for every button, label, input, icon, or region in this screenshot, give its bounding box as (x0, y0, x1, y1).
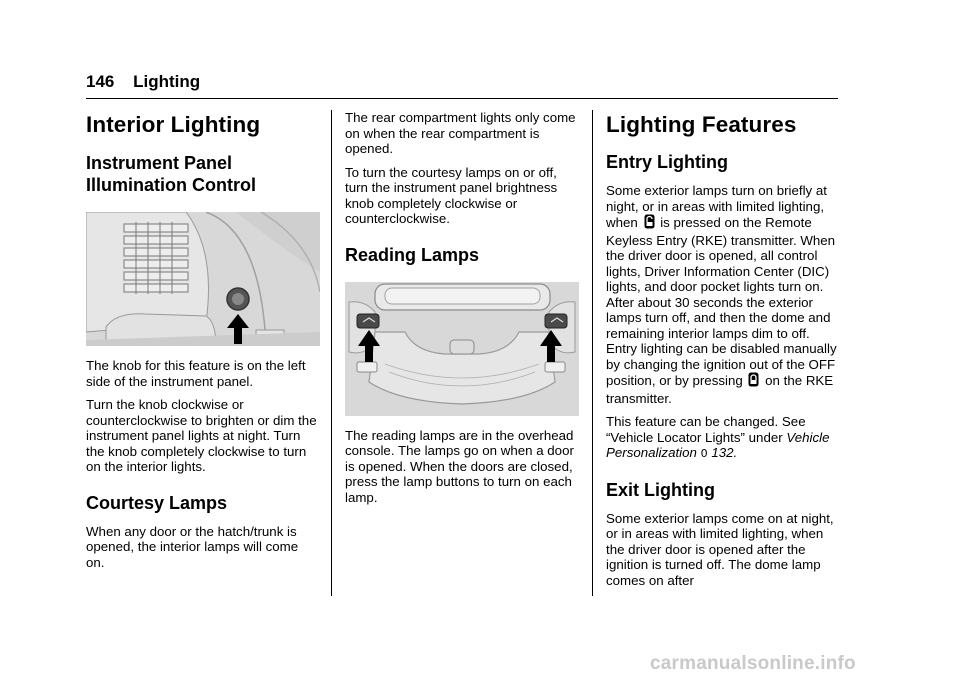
page-header (86, 72, 200, 92)
page-number: 146 (86, 72, 115, 91)
column-2 (345, 110, 579, 513)
instrument-knob-illustration (86, 212, 320, 346)
unlock-icon (644, 214, 655, 233)
heading-lighting-features: Lighting Features (606, 112, 797, 137)
section-title: Lighting (133, 72, 201, 91)
cross-reference-link[interactable]: Vehicle Personalization (606, 429, 830, 460)
column-1 (86, 110, 320, 578)
paragraph-rear-compartment: The rear compartment lights only come on when the rear compartment is opened. (345, 110, 576, 156)
figure-reading-lamps (345, 282, 579, 416)
lock-icon (748, 372, 759, 391)
heading-exit-lighting: Exit Lighting (606, 479, 715, 500)
heading-courtesy-lamps: Courtesy Lamps (86, 492, 228, 513)
header-rule (86, 98, 838, 99)
paragraph-courtesy: When any door or the hatch/trunk is opened, the interior lamps will come on. (86, 523, 299, 570)
heading-reading-lamps: Reading Lamps (345, 244, 480, 265)
column-3 (606, 110, 840, 596)
paragraph-knob-usage: Turn the knob clockwise or counterclockwise to brighten or dim the instrument panel lights at night. Turn the knob completely clockwise to turn on the interior lights. (86, 397, 317, 474)
page-ref-arrow-icon: 0 (700, 447, 708, 460)
paragraph-feature-change: This feature can be changed. See “Vehicle Locator Lights” under Vehicle Personalization 0 132. (606, 414, 830, 460)
column-divider (331, 110, 332, 596)
paragraph-knob-location: The knob for this feature is on the left side of the instrument panel. (86, 358, 306, 389)
heading-entry-lighting: Entry Lighting (606, 152, 728, 172)
paragraph-reading-lamps: The reading lamps are in the overhead console. The lamps go on when a door is opened. When the doors are closed, press the lamp buttons to turn on each lamp. (345, 427, 574, 505)
cross-reference-page[interactable]: 132. (711, 445, 738, 460)
column-divider (592, 110, 593, 596)
heading-interior-lighting: Interior Lighting (86, 112, 261, 137)
figure-instrument-knob (86, 212, 320, 346)
paragraph-turn-courtesy: To turn the courtesy lamps on or off, turn the instrument panel brightness knob completely clockwise or counterclockwise. (345, 164, 558, 226)
heading-instrument-panel: Instrument Panel Illumination Control (86, 153, 256, 195)
paragraph-exit-lighting: Some exterior lamps come on at night, or in areas with limited lighting, when the driver door is opened after the ignition is turned off. The dome lamp comes on after (606, 510, 834, 588)
reading-lamps-illustration (345, 282, 579, 416)
watermark: carmanualsonline.info (650, 653, 856, 674)
paragraph-entry-lighting: Some exterior lamps turn on briefly at night, or in areas with limited lighting, when is pressed on the Remote Keyless Entry (RKE) transmitter. When the driver door is opened, all control lights, Driver Information Center (DIC) lights, and door pocket lights turn on. After about 30 seconds the exterior lamps turn off, and then the dome and remaining interior lamps dim to off. Entry lighting can be disabled manually by changing the ignition out of the OFF position, or by pressing on the RKE transmitter. (606, 183, 837, 406)
